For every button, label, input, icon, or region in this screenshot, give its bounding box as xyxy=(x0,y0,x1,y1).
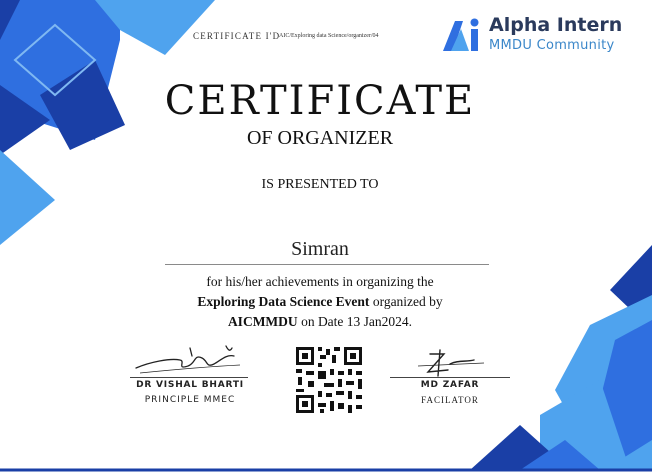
body-line-2 xyxy=(120,294,520,310)
event-name: Exploring Data Science Event xyxy=(197,294,370,309)
signature-md-zafar-icon xyxy=(410,348,490,378)
deco-shape xyxy=(0,150,55,245)
organizer-name: AICMMDU xyxy=(227,314,298,329)
certificate-title: CERTIFICATE xyxy=(164,78,476,124)
signature-line xyxy=(390,377,510,378)
body-line-3 xyxy=(120,314,520,330)
signatory-name: MD ZAFAR xyxy=(420,380,480,390)
signature-line xyxy=(130,377,248,378)
alpha-intern-logo-icon xyxy=(441,17,483,53)
recipient-name: Simran xyxy=(291,238,349,260)
body-text: on Date 13 Jan2024. xyxy=(297,314,413,329)
logo-brand-name: Alpha Intern xyxy=(489,14,623,36)
logo-community-name: MMDU Community xyxy=(489,38,615,53)
certificate-id-label: CERTIFICATE I'D xyxy=(193,31,281,41)
body-text: for his/her achievements in organizing the xyxy=(206,274,434,289)
certificate-id-value: AIC/Exploring data Science/organizer/04 xyxy=(279,33,379,39)
body-text: organized by xyxy=(369,294,443,309)
presented-to-text: IS PRESENTED TO xyxy=(261,177,379,192)
signatory-title: PRINCIPLE MMEC xyxy=(144,395,236,405)
signatory-title: FACILATOR xyxy=(421,395,479,405)
recipient-underline xyxy=(165,264,489,265)
qr-code-icon xyxy=(294,345,364,415)
certificate-subtitle: OF ORGANIZER xyxy=(246,127,394,149)
body-line-1 xyxy=(120,274,520,290)
signature-vishal-bharti-icon xyxy=(130,340,250,376)
signatory-name: DR VISHAL BHARTI xyxy=(136,380,244,390)
